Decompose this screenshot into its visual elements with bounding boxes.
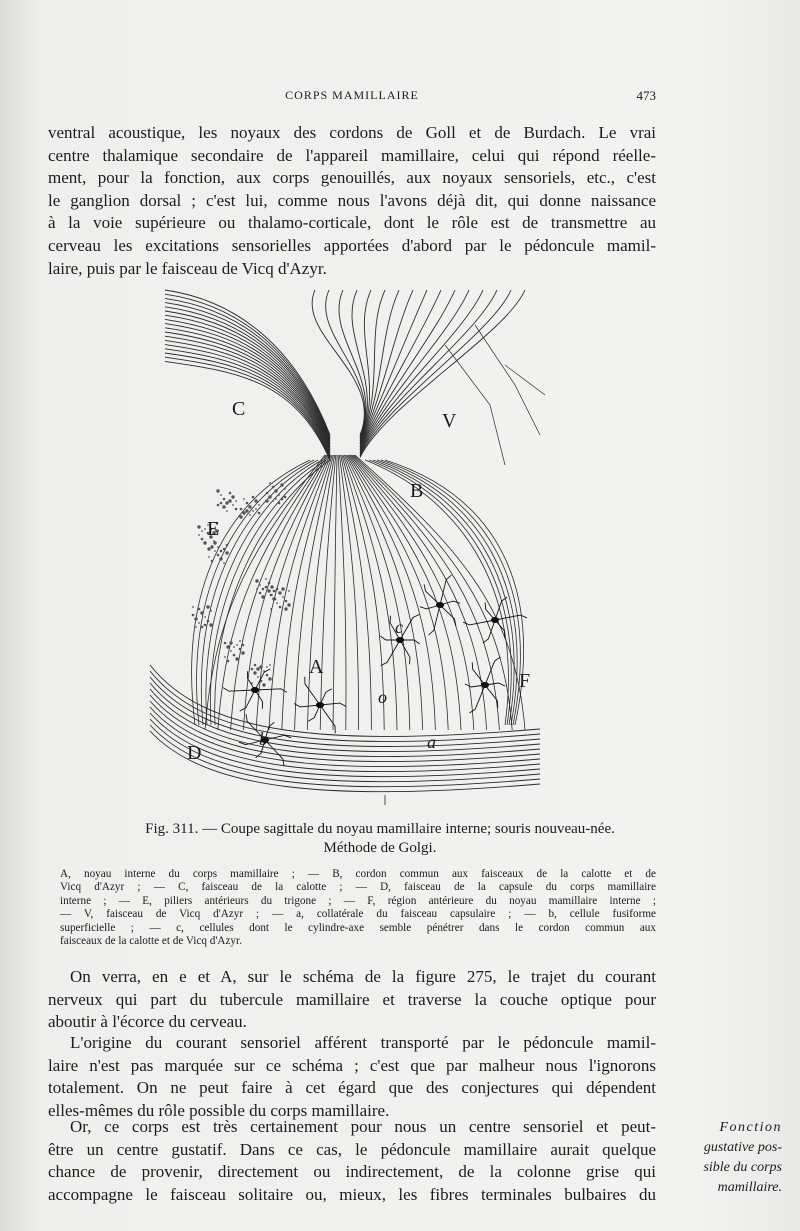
label-A: A	[309, 656, 324, 678]
fiber-stroke	[377, 460, 517, 725]
fiber-stroke	[472, 662, 485, 685]
stipple-dot	[217, 554, 220, 557]
stipple-dot	[225, 551, 228, 554]
fiber-stroke	[483, 620, 495, 643]
stipple-dot	[254, 499, 257, 502]
stipple-dot	[284, 607, 287, 610]
fiber-stroke	[360, 290, 525, 458]
margin-note	[672, 1118, 782, 1198]
fiber-stroke	[485, 657, 501, 685]
fiber-stroke	[440, 605, 456, 626]
text-line: à la voie supérieure ou thalamo-corticale, dont le rôle est de transmettre au	[48, 213, 656, 233]
stipple-dot	[204, 616, 206, 618]
stipple-dot	[242, 644, 245, 647]
stipple-dot	[251, 668, 254, 671]
stipple-dot	[210, 545, 213, 548]
stipple-dot	[265, 578, 267, 580]
stipple-dot	[265, 499, 268, 502]
stipple-dot	[220, 550, 223, 553]
stipple-dot	[266, 666, 268, 668]
fiber-stroke	[192, 460, 310, 725]
stipple-dot	[284, 496, 287, 499]
stipple-dot	[233, 654, 236, 657]
stipple-dot	[271, 594, 273, 596]
label-b: b	[259, 729, 268, 749]
stipple-dot	[278, 502, 281, 505]
stipple-dot	[213, 540, 215, 542]
stipple-dot	[201, 538, 204, 541]
stipple-dot	[208, 556, 210, 558]
stipple-dot	[227, 660, 230, 663]
text-line: L'origine du courant sensoriel afférent transporté par le pédoncule mamil-	[70, 1033, 656, 1052]
stipple-dot	[197, 525, 200, 528]
legend-line: superficielle ; — c, cellules dont le cylindre-axe semble pénétrer dans le cordon commun aux	[60, 921, 656, 934]
stipple-dot	[261, 595, 264, 598]
text-line: laire n'est pas marquée sur ce schéma ; c'est que par malheur nous l'ignorons	[48, 1055, 656, 1075]
fiber-stroke	[223, 688, 255, 692]
stipple-dot	[255, 508, 257, 510]
legend-line: faisceaux de la calotte et de Vicq d'Azyr.	[60, 935, 242, 948]
stipple-dot	[270, 608, 272, 610]
text-line: nerveux qui part du tubercule mamillaire et traverse la couche optique pour	[48, 989, 656, 1009]
stipple-dot	[241, 651, 244, 654]
stipple-dot	[223, 548, 226, 551]
margin-note-line: gustative pos-	[703, 1140, 782, 1155]
fiber-stroke	[256, 455, 330, 730]
legend-line: interne ; — E, piliers antérieurs du trigone ; — F, région antérieure du noyau mamillaire interne ;	[60, 894, 656, 907]
fiber-stroke	[150, 701, 540, 767]
text-line: être un centre gustatif. Dans ce cas, le pédoncule mamillaire aurait quelque	[48, 1139, 656, 1159]
stipple-dot	[229, 492, 232, 495]
stipple-dot	[225, 501, 228, 504]
text-line: totalement. On ne peut faire à cet égard que des conjectures qui dépendent	[48, 1078, 656, 1098]
stipple-dot	[223, 498, 226, 501]
golgi-drawing	[145, 285, 565, 810]
stipple-dot	[258, 512, 261, 515]
fiber-stroke	[165, 336, 330, 451]
stipple-dot	[226, 544, 229, 547]
fiber-stroke	[165, 315, 330, 444]
stipple-dot	[278, 591, 281, 594]
stipple-dot	[272, 500, 274, 502]
stipple-dot	[217, 504, 220, 507]
margin-note-line: mamillaire.	[717, 1180, 782, 1195]
stipple-dot	[281, 587, 284, 590]
stipple-dot	[201, 626, 204, 629]
stipple-dot	[226, 645, 229, 648]
stipple-dot	[285, 600, 288, 603]
stipple-dot	[272, 486, 275, 489]
stipple-dot	[198, 622, 200, 624]
stipple-dot	[235, 500, 237, 502]
legend-line: Vicq d'Azyr ; — C, faisceau de la calotte ; — D, faisceau de la capsule du corps mamillaire	[60, 881, 656, 894]
fiber-stroke	[165, 319, 330, 445]
stipple-dot	[232, 504, 234, 506]
stipple-dot	[209, 623, 212, 626]
fiber-stroke	[205, 455, 325, 730]
text-line: elles-mêmes du rôle possible du corps mamillaire.	[48, 1100, 390, 1120]
stipple-dot	[276, 588, 279, 591]
stipple-dot	[214, 550, 216, 552]
stipple-dot	[269, 482, 271, 484]
stipple-dot	[220, 494, 222, 496]
running-title: CORPS MAMILLAIRE	[285, 88, 419, 102]
stipple-dot	[207, 620, 210, 623]
stipple-dot	[239, 648, 242, 651]
fiber-stroke	[150, 707, 540, 772]
stipple-dot	[281, 498, 284, 501]
stipple-dot	[220, 502, 223, 505]
label-D: D	[187, 742, 202, 764]
stipple-dot	[192, 606, 194, 608]
stipple-dot	[270, 585, 273, 588]
fiber-stroke	[360, 290, 511, 456]
text-line: On verra, en e et A, sur le schéma de la figure 275, le trajet du courant	[70, 967, 656, 986]
stipple-dot	[268, 677, 271, 680]
stipple-dot	[256, 588, 258, 590]
stipple-dot	[268, 582, 271, 585]
page-number: 473	[636, 88, 656, 103]
stipple-dot	[269, 664, 271, 666]
stipple-dot	[262, 588, 265, 591]
fiber-stroke	[240, 690, 255, 711]
fiber-stroke	[341, 455, 372, 730]
stipple-dot	[282, 596, 284, 598]
fiber-stroke	[165, 307, 330, 441]
stipple-dot	[207, 547, 210, 550]
text-line: centre thalamique secondaire de l'appareil mamillaire, celui qui répond réelle-	[48, 145, 656, 165]
stipple-dot	[267, 589, 270, 592]
label-c: c	[395, 617, 403, 637]
stipple-dot	[242, 511, 245, 514]
fiber-stroke	[475, 325, 540, 435]
stipple-dot	[280, 483, 283, 486]
text-line: laire, puis par le faisceau de Vicq d'Azyr.	[48, 258, 327, 278]
label-o: o	[378, 687, 387, 707]
stipple-dot	[255, 579, 258, 582]
fiber-stroke	[360, 290, 441, 449]
stipple-dot	[236, 644, 238, 646]
stipple-dot	[210, 610, 212, 612]
stipple-dot	[257, 676, 259, 678]
caption-line: Méthode de Golgi.	[323, 840, 437, 856]
text-line: ment, pour la fonction, aux corps genouillés, aux noyaux sensoriels, etc., c'est	[48, 168, 656, 188]
stipple-dot	[195, 626, 197, 628]
stipple-dot	[249, 514, 251, 516]
stipple-dot	[245, 509, 248, 512]
figure-legend	[60, 868, 656, 948]
stipple-dot	[288, 590, 290, 592]
stipple-dot	[204, 528, 206, 530]
stipple-dot	[219, 557, 222, 560]
fiber-stroke	[463, 620, 495, 625]
text-line: ventral acoustique, les noyaux des cordons de Goll et de Burdach. Le vrai	[48, 123, 656, 142]
stipple-dot	[274, 598, 277, 601]
running-head	[48, 88, 656, 108]
stipple-dot	[235, 508, 238, 511]
stipple-dot	[275, 498, 277, 500]
fiber-stroke	[255, 689, 287, 693]
stipple-dot	[265, 586, 268, 589]
stipple-dot	[240, 508, 243, 511]
legend-line: — V, faisceau de Vicq d'Azyr ; — a, collatérale du faisceau capsulaire ; — b, cellule fusiforme	[60, 908, 656, 921]
stipple-dot	[224, 656, 226, 658]
label-F: F	[519, 670, 531, 692]
figure-mamillary-section	[145, 285, 565, 810]
stipple-dot	[253, 671, 256, 674]
stipple-dot	[268, 495, 271, 498]
stipple-dot	[198, 608, 201, 611]
text-line: accompagne le faisceau solitaire ou, mieux, les fibres terminales bulbaires du	[48, 1184, 656, 1204]
text-line: Or, ce corps est très certainement pour nous un centre sensoriel et peut-	[70, 1117, 656, 1136]
stipple-dot	[192, 614, 195, 617]
fiber-stroke	[333, 455, 337, 730]
fiber-stroke	[381, 640, 400, 666]
text-line: le ganglion dorsal ; c'est lui, comme nous l'avons déjà dit, qui donne naissance	[48, 190, 656, 210]
stipple-dot	[252, 510, 254, 512]
stipple-dot	[223, 562, 225, 564]
paragraph-1	[48, 122, 656, 280]
stipple-dot	[252, 496, 255, 499]
paragraph-4	[48, 1116, 656, 1206]
stipple-dot	[233, 646, 235, 648]
stipple-dot	[200, 611, 203, 614]
fiber-stroke	[505, 365, 545, 395]
label-B: B	[410, 480, 424, 502]
stipple-dot	[230, 650, 232, 652]
fiber-stroke	[255, 669, 270, 690]
stipple-dot	[243, 498, 245, 500]
stipple-dot	[278, 494, 280, 496]
text-line: chance de provenir, directement ou indirectement, de la colonne grise qui	[48, 1162, 656, 1182]
stipple-dot	[279, 606, 282, 609]
stipple-dot	[256, 667, 259, 670]
fiber-stroke	[150, 713, 540, 777]
label-E: E	[207, 518, 220, 540]
stipple-dot	[266, 674, 269, 677]
stipple-dot	[206, 605, 209, 608]
stipple-dot	[276, 602, 278, 604]
paragraph-3	[48, 1032, 656, 1122]
fiber-stroke	[150, 695, 540, 762]
stipple-dot	[203, 541, 206, 544]
stipple-dot	[224, 642, 227, 645]
legend-line: A, noyau interne du corps mamillaire ; — B, cordon commun aux faisceaux de la calotte et de	[60, 868, 656, 880]
stipple-dot	[262, 683, 265, 686]
stipple-dot	[228, 499, 231, 502]
stipple-dot	[201, 530, 203, 532]
stipple-dot	[259, 584, 261, 586]
stipple-dot	[222, 505, 225, 508]
stipple-dot	[274, 590, 276, 592]
figure-caption	[80, 820, 680, 858]
stipple-dot	[204, 624, 207, 627]
stipple-dot	[231, 495, 234, 498]
stipple-dot	[287, 603, 290, 606]
stipple-dot	[284, 488, 286, 490]
margin-note-line: Fonction	[719, 1120, 782, 1135]
stipple-dot	[259, 665, 262, 668]
text-line: aboutir à l'écorce du cerveau.	[48, 1012, 247, 1032]
stipple-dot	[226, 510, 228, 512]
stipple-dot	[248, 505, 251, 508]
fiber-stroke	[305, 677, 320, 705]
fiber-stroke	[326, 290, 365, 437]
stipple-dot	[217, 546, 219, 548]
stipple-dot	[211, 560, 214, 563]
stipple-dot	[235, 657, 238, 660]
stipple-dot	[229, 641, 232, 644]
label-C: C	[232, 398, 246, 420]
stipple-dot	[246, 502, 249, 505]
stipple-dot	[259, 592, 262, 595]
stipple-dot	[258, 504, 260, 506]
stipple-dot	[274, 489, 277, 492]
stipple-dot	[266, 492, 269, 495]
stipple-dot	[254, 664, 257, 667]
stipple-dot	[198, 534, 200, 536]
fiber-stroke	[165, 311, 330, 443]
margin-note-line: sible du corps	[703, 1160, 782, 1175]
stipple-dot	[194, 617, 197, 620]
fiber-stroke	[360, 290, 427, 447]
stipple-dot	[239, 640, 241, 642]
stipple-dot	[216, 489, 219, 492]
label-a: a	[427, 732, 436, 752]
paragraph-2	[48, 966, 656, 1034]
stipple-dot	[239, 515, 242, 518]
fiber-stroke	[360, 290, 497, 455]
text-line: cerveau les excitations sensorielles apportées d'abord par le pédoncule mamil-	[48, 235, 656, 255]
caption-line: Fig. 311. — Coupe sagittale du noyau mamillaire interne; souris nouveau-née.	[145, 821, 615, 837]
label-V: V	[442, 410, 457, 432]
